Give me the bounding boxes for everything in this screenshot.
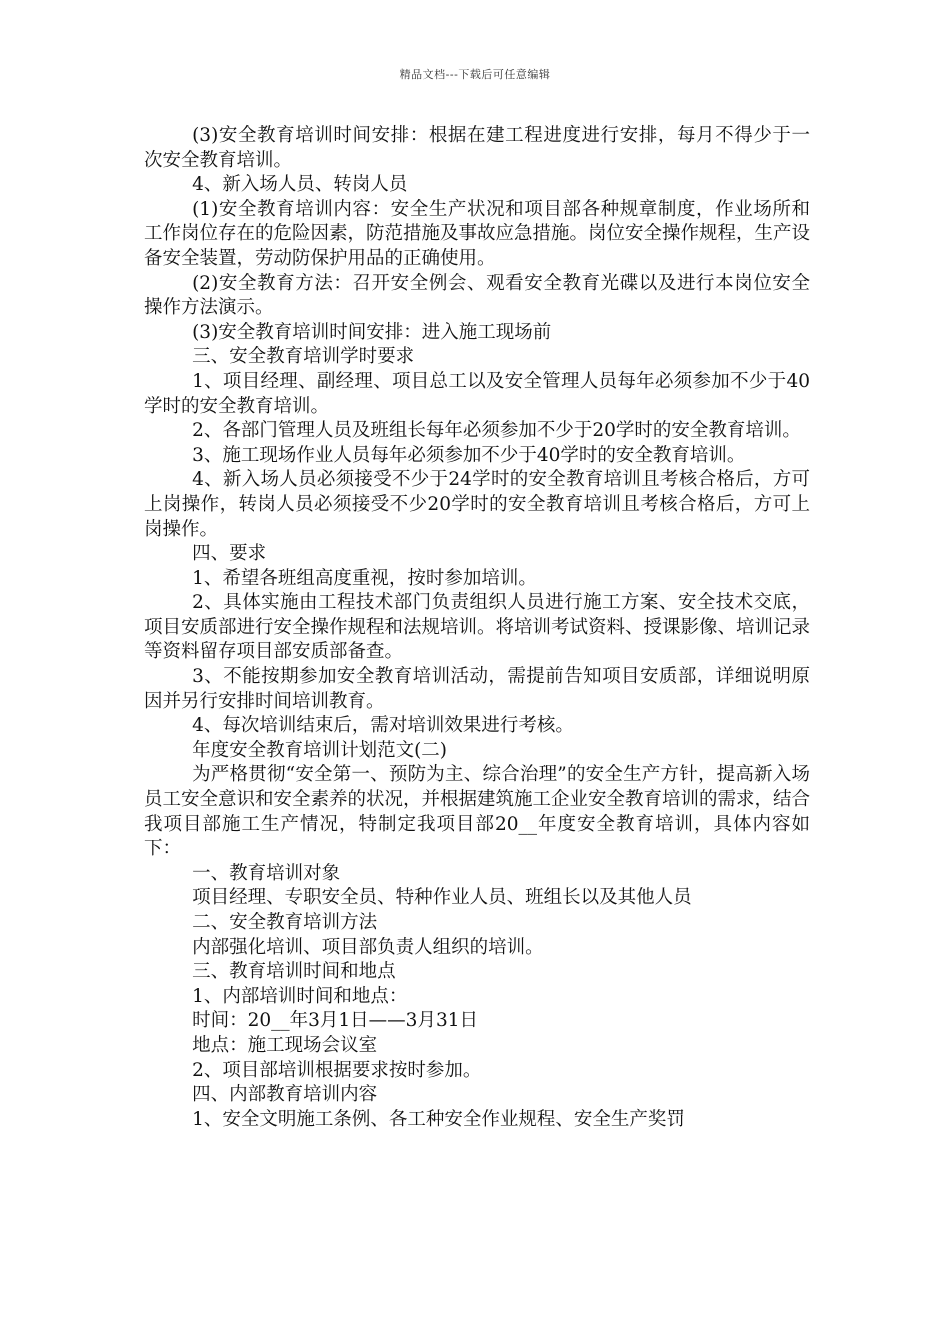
paragraph: 1、内部培训时间和地点： xyxy=(192,985,408,1007)
paragraph: 1、项目经理、副经理、项目总工以及安全管理人员每年必须参加不少于40学时的安全教育培训。 xyxy=(144,370,810,417)
paragraph: 为严格贯彻“安全第一、预防为主、综合治理”的安全生产方针，提高新入场员工安全意识和安全素养的状况，并根据建筑施工企业安全教育培训的需求，结合我项目部施工生产情况，特制定我项目部20__年度安全教育培训，具体内容如下： xyxy=(144,764,811,860)
paragraph: 3、不能按期参加安全教育培训活动，需提前告知项目安质部，详细说明原因并另行安排时间培训教育。 xyxy=(144,666,810,712)
paragraph: (2)安全教育方法：召开安全例会、观看安全教育光碟以及进行本岗位安全操作方法演示。 xyxy=(144,272,810,319)
paragraph: 3、施工现场作业人员每年必须参加不少于40学时的安全教育培训。 xyxy=(192,444,746,466)
section-heading: 三、安全教育培训学时要求 xyxy=(192,346,415,368)
paragraph: 2、具体实施由工程技术部门负责组织人员进行施工方案、安全技术交底，项目安质部进行安全操作规程和法规培训。将培训考试资料、授课影像、培训记录等资料留存项目部安质部备查。 xyxy=(144,592,811,663)
paragraph: 1、希望各班组高度重视，按时参加培训。 xyxy=(192,567,537,589)
paragraph: (3)安全教育培训时间安排：进入施工现场前 xyxy=(192,321,552,343)
section-heading: 一、教育培训对象 xyxy=(192,862,341,884)
paragraph: 内部强化培训、项目部负责人组织的培训。 xyxy=(192,936,544,958)
paragraph: 4、新入场人员必须接受不少于24学时的安全教育培训且考核合格后，方可上岗操作，转岗人员必须接受不少20学时的安全教育培训且考核合格后，方可上岗操作。 xyxy=(144,469,810,540)
paragraph: 4、新入场人员、转岗人员 xyxy=(192,174,408,196)
paragraph: 地点：施工现场会议室 xyxy=(192,1034,378,1056)
paragraph: 2、项目部培训根据要求按时参加。 xyxy=(192,1059,482,1081)
paragraph: 2、各部门管理人员及班组长每年必须参加不少于20学时的安全教育培训。 xyxy=(192,420,801,442)
paragraph: (1)安全教育培训内容：安全生产状况和项目部各种规章制度，作业场所和工作岗位存在的危险因素，防范措施及事故应急措施。岗位安全操作规程，生产设备安全装置，劳动防保护用品的正确使用。 xyxy=(144,198,811,269)
document-subtitle: 年度安全教育培训计划范文(二) xyxy=(192,739,448,761)
section-heading: 三、教育培训时间和地点 xyxy=(192,961,396,983)
section-heading: 二、安全教育培训方法 xyxy=(192,912,378,933)
paragraph: 4、每次培训结束后，需对培训效果进行考核。 xyxy=(192,715,574,737)
page-header: 精品文档---下载后可任意编辑 xyxy=(399,68,551,81)
paragraph: 时间：20__年3月1日——3月31日 xyxy=(192,1010,478,1032)
section-heading: 四、内部教育培训内容 xyxy=(192,1084,378,1106)
paragraph: 项目经理、专职安全员、特种作业人员、班组长以及其他人员 xyxy=(192,887,692,909)
document-body xyxy=(144,124,810,1132)
paragraph: 1、安全文明施工条例、各工种安全作业规程、安全生产奖罚 xyxy=(192,1108,685,1130)
paragraph: (3)安全教育培训时间安排：根据在建工程进度进行安排，每月不得少于一次安全教育培训。 xyxy=(144,125,810,171)
section-heading: 四、要求 xyxy=(192,543,267,565)
